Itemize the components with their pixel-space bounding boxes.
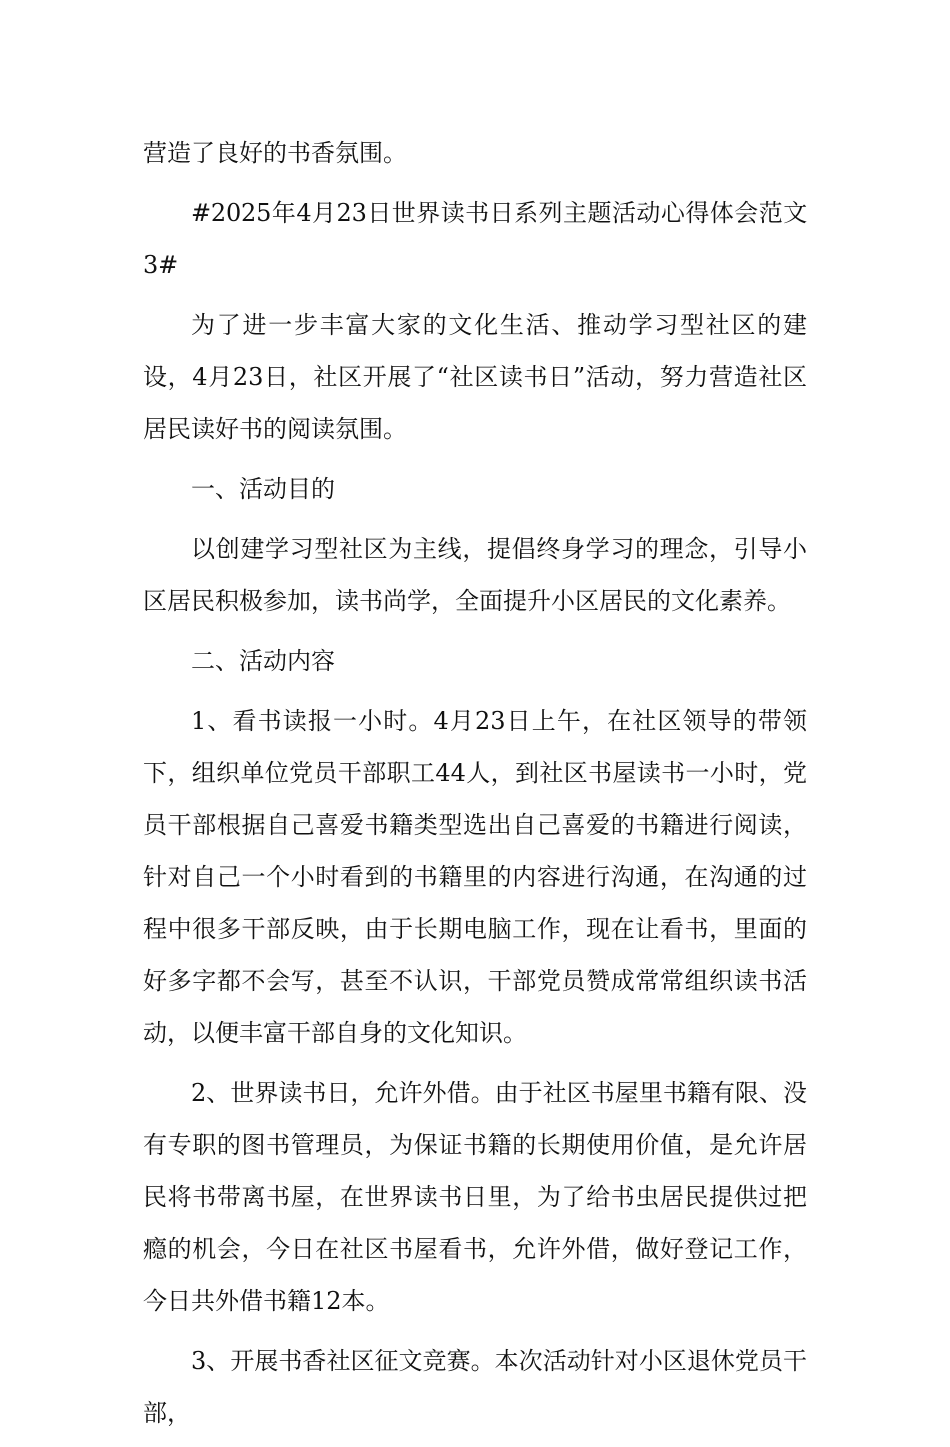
- paragraph-intro: 为了进一步丰富大家的文化生活、推动学习型社区的建设，4月23日，社区开展了“社区读书日”活动，努力营造社区居民读好书的阅读氛围。: [143, 311, 807, 443]
- section-heading-content: 二、活动内容: [191, 647, 335, 675]
- document-body: [143, 127, 807, 1447]
- section-heading-purpose: 一、活动目的: [191, 475, 335, 503]
- paragraph-item-3: 3、开展书香社区征文竞赛。本次活动针对小区退休党员干部，: [143, 1347, 807, 1427]
- paragraph-item-1: 1、看书读报一小时。4月23日上午，在社区领导的带领下，组织单位党员干部职工44人，到社区书屋读书一小时，党员干部根据自己喜爱书籍类型选出自己喜爱的书籍进行阅读，针对自己一个小时看到的书籍里的内容进行沟通，在沟通的过程中很多干部反映，由于长期电脑工作，现在让看书，里面的好多字都不会写，甚至不认识，干部党员赞成常常组织读书活动，以便丰富干部自身的文化知识。: [143, 707, 807, 1047]
- paragraph-item-2: 2、世界读书日，允许外借。由于社区书屋里书籍有限、没有专职的图书管理员，为保证书籍的长期使用价值，是允许居民将书带离书屋，在世界读书日里，为了给书虫居民提供过把瘾的机会，今日在社区书屋看书，允许外借，做好登记工作，今日共外借书籍12本。: [143, 1079, 807, 1315]
- paragraph-continuation: 营造了良好的书香氛围。: [143, 139, 407, 167]
- paragraph-purpose: 以创建学习型社区为主线，提倡终身学习的理念，引导小区居民积极参加，读书尚学，全面提升小区居民的文化素养。: [143, 535, 807, 615]
- essay-title: #2025年4月23日世界读书日系列主题活动心得体会范文3#: [143, 199, 807, 279]
